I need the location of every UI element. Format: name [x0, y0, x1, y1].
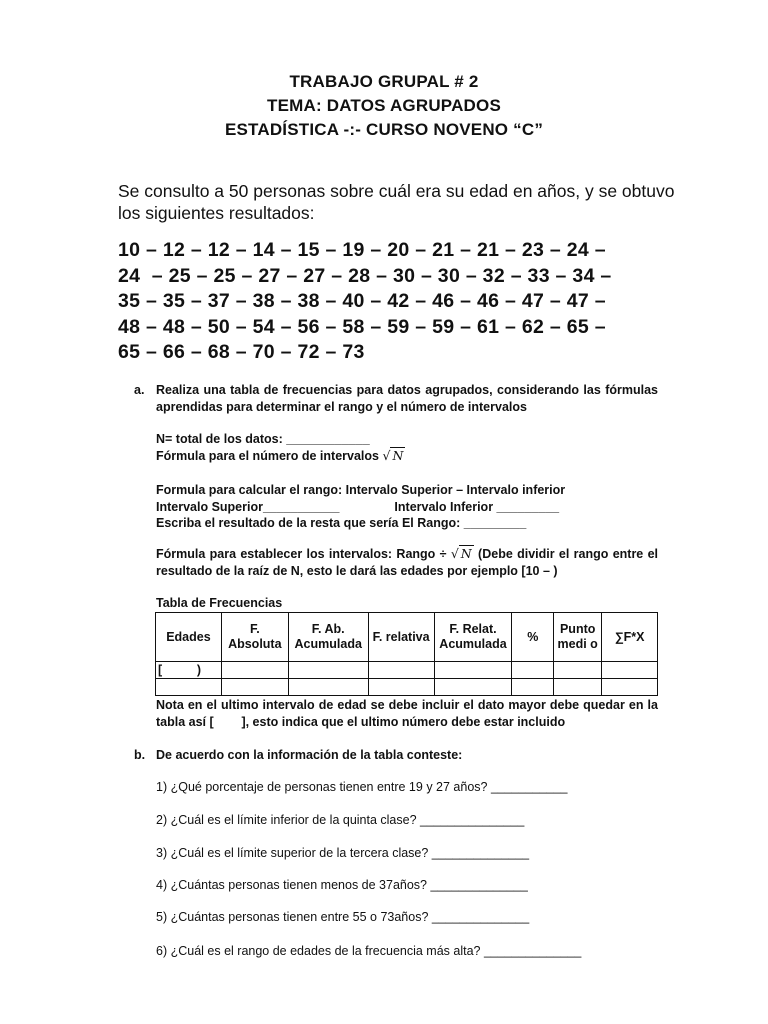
question-5: 5) ¿Cuántas personas tienen entre 55 o 73años? ______________ [156, 910, 530, 924]
range-formula-line: Formula para calcular el rango: Intervalo Superior – Intervalo inferior [156, 483, 566, 497]
problem-line-1: Se consulto a 50 personas sobre cuál era su edad en años, y se obtuvo [118, 181, 675, 201]
question-6: 6) ¿Cuál es el rango de edades de la frecuencia más alta? ______________ [156, 944, 582, 958]
header-f-relat-acumulada: F. Relat. Acumulada [434, 613, 512, 662]
range-result-line: Escriba el resultado de la resta que sería El Rango: _________ [156, 516, 527, 530]
section-b-instruction: De acuerdo con la información de la tabla conteste: [156, 748, 463, 762]
interval-count-label: Fórmula para el número de intervalos [156, 448, 379, 463]
table-cell[interactable] [602, 662, 658, 679]
table-cell[interactable] [434, 679, 512, 696]
assignment-title: TRABAJO GRUPAL # 2 [289, 72, 479, 91]
table-cell[interactable] [554, 679, 602, 696]
section-b-label: b. [134, 748, 146, 762]
table-row [156, 679, 658, 696]
table-cell[interactable] [156, 679, 222, 696]
course-title: ESTADÍSTICA -:- CURSO NOVENO “C” [224, 120, 544, 139]
table-cell[interactable] [288, 662, 368, 679]
frequency-table-title: Tabla de Frecuencias [156, 596, 283, 610]
question-3: 3) ¿Cuál es el límite superior de la tercera clase? ______________ [156, 846, 530, 860]
age-data-list [118, 238, 663, 366]
section-a-label: a. [134, 383, 145, 397]
header-percent: % [512, 613, 554, 662]
topic-title: TEMA: DATOS AGRUPADOS [266, 96, 501, 115]
data-line-2: 24 – 25 – 25 – 27 – 27 – 28 – 30 – 30 – 32 – 33 – 34 – [118, 264, 612, 287]
header-f-relativa: F. relativa [368, 613, 434, 662]
table-cell[interactable] [512, 662, 554, 679]
table-cell[interactable] [288, 679, 368, 696]
question-1: 1) ¿Qué porcentaje de personas tienen entre 19 y 27 años? ___________ [156, 780, 568, 794]
data-line-1: 10 – 12 – 12 – 14 – 15 – 19 – 20 – 21 – 21 – 23 – 24 – [118, 239, 606, 261]
table-note: Nota en el ultimo intervalo de edad se debe incluir el dato mayor debe quedar en la tabla así [ ], esto indica que el ultimo número debe estar incluido [156, 698, 662, 729]
header-edades: Edades [156, 613, 222, 662]
problem-statement [118, 180, 675, 224]
problem-line-2: los siguientes resultados: [118, 203, 315, 223]
data-line-5: 65 – 66 – 68 – 70 – 72 – 73 [118, 341, 365, 363]
formula-block-1 [156, 431, 656, 464]
section-a-instruction: Realiza una tabla de frecuencias para datos agrupados, considerando las fórmulas aprendidas para determinar el rango y el número de intervalos [156, 383, 658, 414]
header-f-ab-acumulada: F. Ab. Acumulada [288, 613, 368, 662]
sqrt-n-symbol-2: √ N [450, 546, 472, 561]
data-line-4: 48 – 48 – 50 – 54 – 56 – 58 – 59 – 59 – 61 – 62 – 65 – [118, 315, 606, 338]
header-f-absoluta: F. Absoluta [221, 613, 288, 662]
interval-count-formula [156, 448, 656, 465]
sqrt-n-symbol: √ N [382, 447, 404, 463]
frequency-table [155, 612, 658, 696]
question-2: 2) ¿Cuál es el límite inferior de la quinta clase? _______________ [156, 813, 525, 827]
lower-interval-field: Intervalo Inferior _________ [394, 499, 560, 514]
interval-formula-paragraph [156, 546, 658, 579]
upper-interval-field: Intervalo Superior___________ [156, 499, 340, 514]
table-cell[interactable] [434, 662, 512, 679]
interval-formula-suffix: (Debe dividir el rango entre el resultado de la raíz de N, esto le dará las edades por ejemplo [10 – ) [156, 547, 658, 578]
table-cell[interactable] [368, 679, 434, 696]
table-cell[interactable] [512, 679, 554, 696]
n-total-line: N= total de los datos: ____________ [156, 432, 370, 446]
interval-formula-prefix: Fórmula para establecer los intervalos: Rango ÷ [156, 547, 447, 561]
table-cell[interactable] [368, 662, 434, 679]
table-cell[interactable] [554, 662, 602, 679]
document-header [0, 70, 768, 142]
table-row [156, 662, 658, 679]
table-cell[interactable] [221, 679, 288, 696]
header-sum-fx: ∑F*X [602, 613, 658, 662]
header-punto-medio: Punto medi o [554, 613, 602, 662]
table-cell[interactable] [602, 679, 658, 696]
interval-limits-line [156, 499, 656, 516]
data-line-3: 35 – 35 – 37 – 38 – 38 – 40 – 42 – 46 – 46 – 47 – 47 – [118, 290, 606, 312]
question-4: 4) ¿Cuántas personas tienen menos de 37años? ______________ [156, 878, 528, 892]
table-header-row [156, 613, 658, 662]
table-cell[interactable] [221, 662, 288, 679]
table-cell[interactable]: [ ) [156, 662, 222, 679]
formula-block-2 [156, 482, 656, 532]
